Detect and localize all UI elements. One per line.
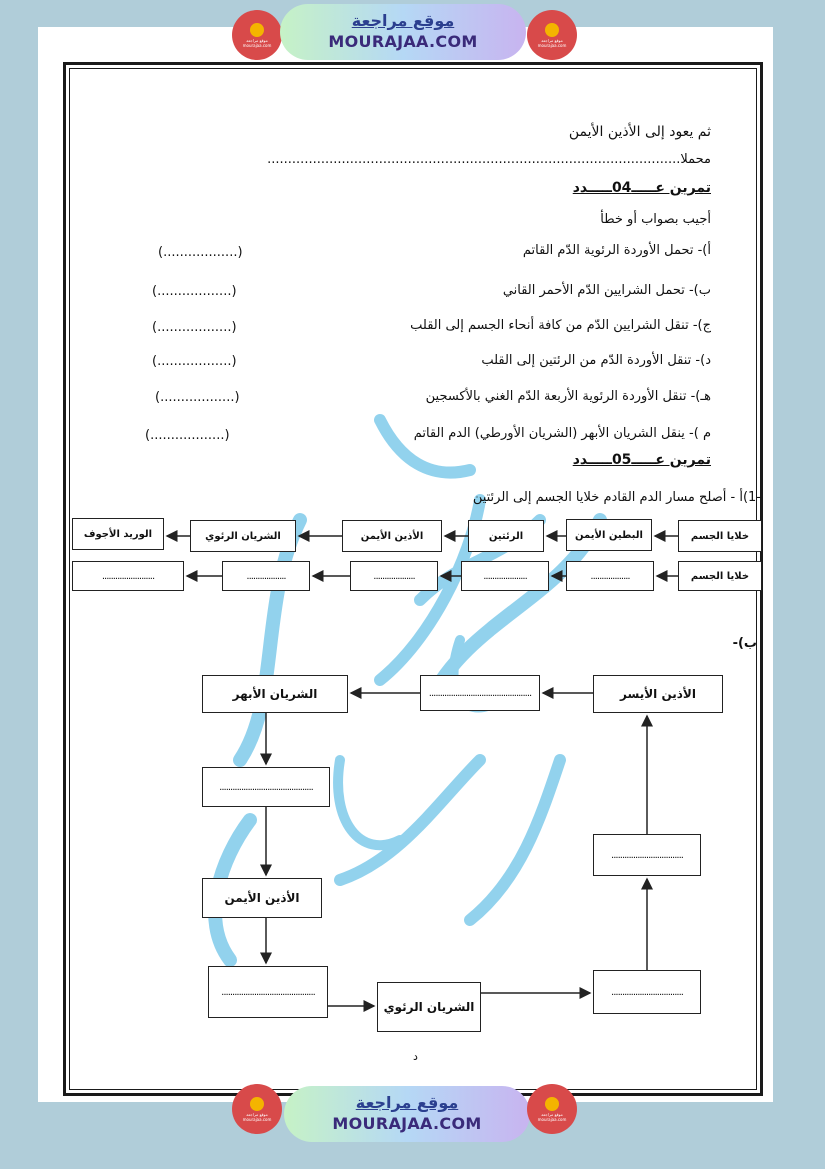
row1-pulmonary-artery: الشريان الرئوي	[190, 520, 296, 552]
row1-vena-cava: الوريد الأجوف	[72, 518, 164, 550]
answer-blank-e[interactable]: (..................)	[155, 390, 240, 405]
logo-text: موقع مراجعة	[246, 37, 268, 43]
row2-blank-1[interactable]: ..................	[566, 561, 654, 591]
logo-text: موقع مراجعة	[541, 37, 563, 43]
row2-blank-2[interactable]: ....................	[461, 561, 549, 591]
diagram-pulmonary-artery: الشريان الرئوي	[377, 982, 481, 1032]
row2-blank-5[interactable]: ........................	[72, 561, 184, 591]
diagram-blank-right-1[interactable]: .................................	[593, 834, 701, 876]
statement-c: ج)- تنقل الشرايين الدّم من كافة أنحاء الجسم إلى القلب	[410, 318, 711, 333]
answer-blank-a[interactable]: (..................)	[158, 245, 243, 260]
logo-url: mourajaa.com	[537, 42, 567, 48]
banner-latin: MOURAJAA.COM	[328, 32, 478, 51]
logo-url: mourajaa.com	[242, 1116, 272, 1122]
row2-blank-4[interactable]: ..................	[222, 561, 310, 591]
statement-e: هـ)- تنقل الأوردة الرئوية الأربعة الدّم الغني بالأكسجين	[425, 389, 711, 404]
banner-arabic: موقع مراجعة	[355, 1093, 459, 1112]
banner-arabic: موقع مراجعة	[351, 11, 455, 30]
exercise-5-title: تمرين عـــــ05ـــــدد	[572, 452, 711, 468]
logo-icon	[250, 1097, 264, 1111]
logo-right-bottom	[527, 1084, 577, 1134]
statement-a: أ)- تحمل الأوردة الرئوية الدّم القاتم	[522, 243, 711, 258]
site-banner-bottom[interactable]	[284, 1086, 530, 1142]
row2-blank-3[interactable]: ...................	[350, 561, 438, 591]
row1-right-ventricle: البطين الأيمن	[566, 519, 652, 551]
exercise-5-part-2: ب)-	[732, 636, 757, 651]
logo-left-bottom	[232, 1084, 282, 1134]
diagram-blank-top[interactable]: ...............................................	[420, 675, 540, 711]
row1-body-cells: خلايا الجسم	[678, 520, 762, 552]
banner-latin: MOURAJAA.COM	[332, 1114, 482, 1133]
answer-blank-d[interactable]: (..................)	[152, 354, 237, 369]
row2-body-cells: خلايا الجسم	[678, 561, 762, 591]
exercise-4-instruction: أجيب بصواب أو خطأ	[600, 212, 711, 227]
answer-blank-b[interactable]: (..................)	[152, 284, 237, 299]
page-mark: د	[413, 1050, 418, 1063]
answer-blank-c[interactable]: (..................)	[152, 320, 237, 335]
statement-d: د)- تنقل الأوردة الدّم من الرئتين إلى القلب	[481, 353, 711, 368]
logo-icon	[545, 1097, 559, 1111]
diagram-left-atrium: الأذين الأيسر	[593, 675, 723, 713]
diagram-aorta: الشريان الأبهر	[202, 675, 348, 713]
logo-url: mourajaa.com	[537, 1116, 567, 1122]
diagram-right-atrium: الأذين الأيمن	[202, 878, 322, 918]
statement-b: ب)- تحمل الشرايين الدّم الأحمر القاني	[502, 283, 711, 298]
exercise-5-part-1: -1)أ - أصلح مسار الدم القادم خلايا الجسم إلى الرئتين	[472, 490, 761, 505]
answer-blank-m[interactable]: (..................)	[145, 428, 230, 443]
diagram-blank-left-1[interactable]: ...........................................	[202, 767, 330, 807]
intro-line-1: ثم يعود إلى الأذين الأيمن	[568, 124, 711, 140]
statement-m: م )- ينقل الشريان الأبهر (الشريان الأورطي) الدم القاتم	[413, 426, 711, 441]
diagram-blank-left-2[interactable]: ...........................................	[208, 966, 328, 1018]
row1-right-atrium: الأذين الأيمن	[342, 520, 442, 552]
intro-line-2: محملا....................................................................................................	[267, 152, 711, 167]
logo-url: mourajaa.com	[242, 42, 272, 48]
logo-text: موقع مراجعة	[246, 1111, 268, 1117]
exercise-4-title: تمرين عـــــ04ـــــدد	[572, 180, 711, 196]
logo-text: موقع مراجعة	[541, 1111, 563, 1117]
row1-lungs: الرئتين	[468, 520, 544, 552]
diagram-blank-right-2[interactable]: .................................	[593, 970, 701, 1014]
